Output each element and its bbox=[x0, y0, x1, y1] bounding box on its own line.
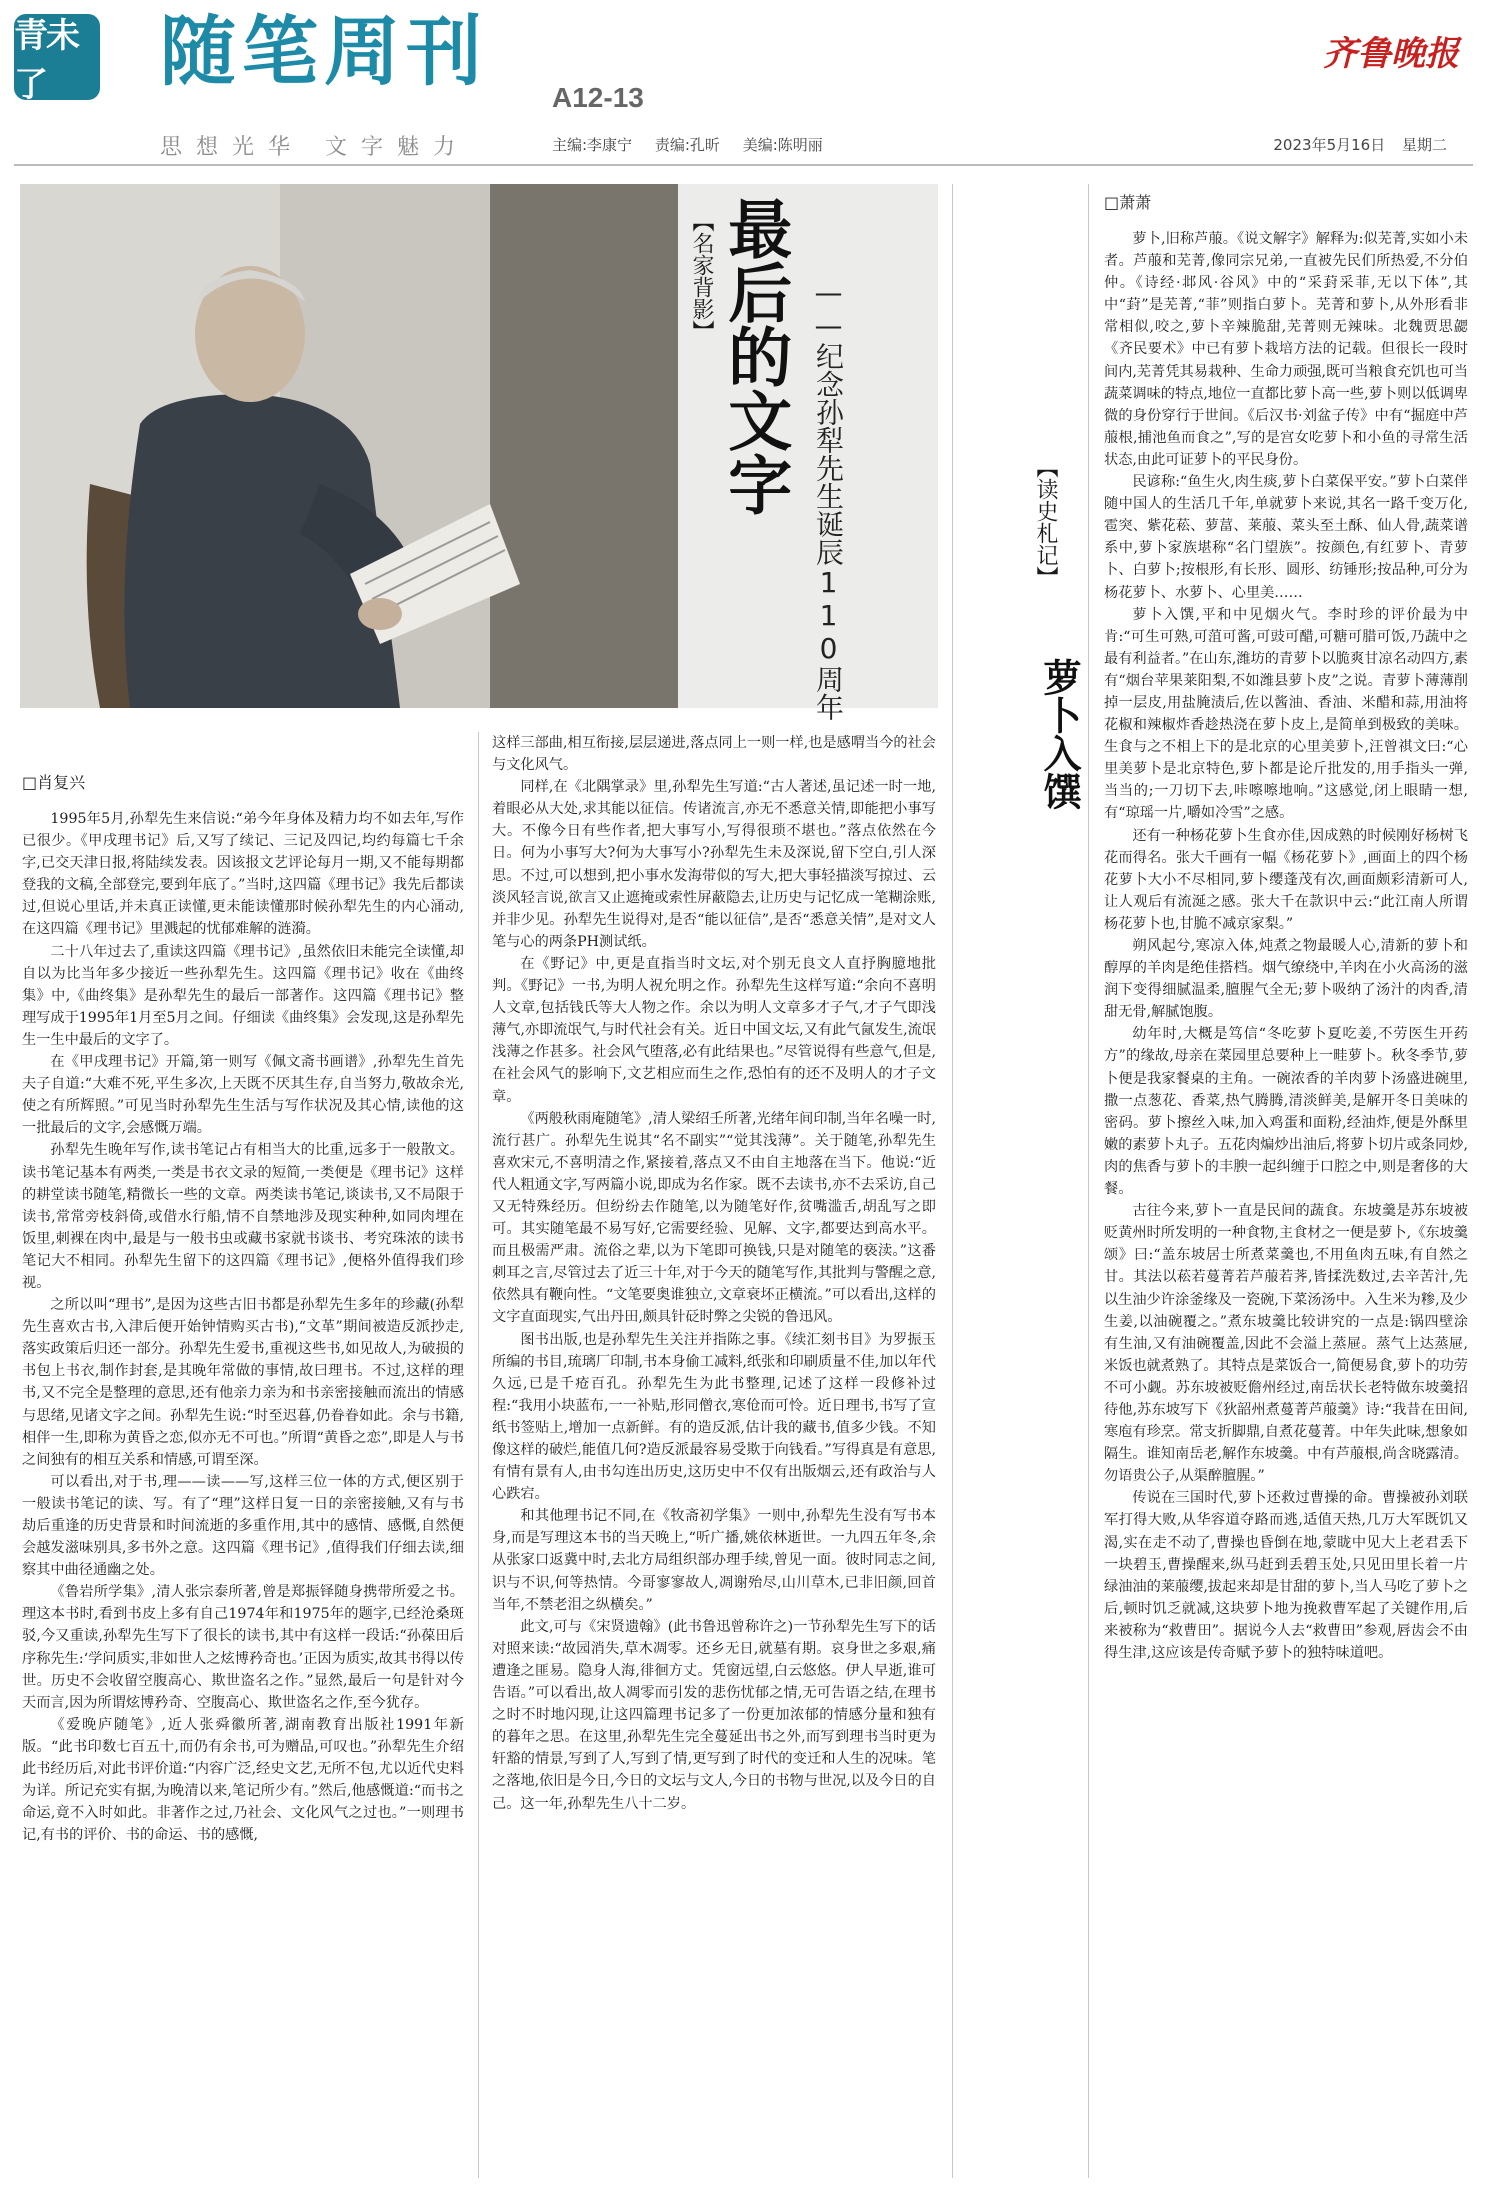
art-editor: 美编:陈明丽 bbox=[742, 136, 823, 154]
essay-column-tag: 【读史札记】 bbox=[1033, 456, 1058, 588]
paragraph: 萝卜入馔,平和中见烟火气。李时珍的评价最为中肯:“可生可熟,可菹可酱,可豉可醋,可糖可腊可饭,乃蔬中之最有利益者。”在山东,潍坊的青萝卜以脆爽甘凉名动四方,素有“烟台苹果莱阳梨,不如潍县萝卜皮”之说。青萝卜薄薄削掉一层皮,用盐腌渍后,佐以酱油、香油、米醋和蒜,用油将花椒和辣椒炸香趁热浇在萝卜皮上,是简单到极致的美味。生食与之不相上下的是北京的心里美萝卜,汪曾祺文曰:“心里美萝卜是北京特色,萝卜都是论斤批发的,用手指头一弹,当当的;一刀切下去,咔嚓嚓地响。”这感觉,闭上眼睛一想,有“琼瑶一片,嚼如冷雪”之感。 bbox=[1104, 606, 1468, 822]
editor-credits bbox=[552, 134, 841, 155]
paragraph: 还有一种杨花萝卜生食亦佳,因成熟的时候刚好杨树飞花而得名。张大千画有一幅《杨花萝卜》,画面上的四个杨花萝卜大小不尽相同,萝卜缨蓬茂有次,画面颇彩清新可人,让人观后有流涎之感。张大千在款识中云:“此江南人所谓杨花萝卜也,甘脆不减京家梨。” bbox=[1104, 827, 1468, 932]
paragraph: 古往今来,萝卜一直是民间的蔬食。东坡羹是苏东坡被贬黄州时所发明的一种食物,主食材之一便是萝卜,《东坡羹颂》曰:“盖东坡居士所煮菜羹也,不用鱼肉五味,有自然之甘。其法以菘若蔓菁若芦菔若荠,皆揉洗数过,去辛苦汁,先以生油少许涂釜缘及一瓷碗,下菜汤汤中。入生米为糁,及少生姜,以油碗覆之。”煮东坡羹比较讲究的一点是:锅四壁涂有生油,又有油碗覆盖,因此不会溢上蒸屉。蒸气上达蒸屉,米饭也就煮熟了。其特点是菜饭合一,简便易食,萝卜的功劳不可小觑。苏东坡被贬儋州经过,南岳状长老特做东坡羹招待他,苏东坡写下《狄韶州煮蔓菁芦菔羹》诗:“我昔在田间,寒庖有珍烹。常支折脚鼎,自煮花蔓菁。中年失此味,想象如隔生。谁知南岳老,解作东坡羹。中有芦菔根,尚含晓露清。勿语贵公子,从渠醉膻腥。” bbox=[1104, 1203, 1468, 1485]
portrait-photo bbox=[20, 184, 678, 708]
paragraph: 1995年5月,孙犁先生来信说:“弟今年身体及精力均不如去年,写作已很少。《甲戌理书记》后,又写了续记、三记及四记,均约每篇七千余字,已交天津日报,将陆续发表。因该报文艺评论每月一期,又不能每期都登我的文稿,全部登完,要到年底了。”当时,这四篇《理书记》我先后都读过,但说心里话,并未真正读懂,更未能读懂那时候孙犁先生的内心涌动,在这四篇《理书记》里溅起的忧郁难解的涟漪。 bbox=[22, 811, 464, 938]
section-divider bbox=[952, 184, 953, 2178]
byline: □肖复兴 bbox=[22, 773, 86, 792]
section-title: 随笔周刊 bbox=[160, 7, 488, 96]
paragraph: 可以看出,对于书,理——读——写,这样三位一体的方式,便区别于一般读书笔记的读、写。有了“理”这样日复一日的亲密接触,又有与书劫后重逢的历史背景和时间流逝的多重作用,其中的感情、感慨,自然便会越发滋味别具,多书外之意。这四篇《理书记》,值得我们仔细去读,细察其中曲径通幽之处。 bbox=[22, 1473, 464, 1579]
paragraph: 萝卜,旧称芦菔。《说文解字》解释为:似芜菁,实如小未者。芦菔和芜菁,像同宗兄弟,一直被先民们所热爱,不分伯仲。《诗经·邶风·谷风》中的“采葑采菲,无以下体”,其中“葑”是芜菁,“菲”则指白萝卜。芜菁和萝卜,从外形看非常相似,咬之,萝卜辛辣脆甜,芜菁则无辣味。北魏贾思勰《齐民要术》中已有萝卜栽培方法的记载。但很长一段时间内,芜菁凭其易栽种、生命力顽强,既可当粮食充饥也可当蔬菜调味的特点,地位一直都比萝卜高一些,萝卜则以低调卑微的身份穿行于世间。《后汉书·刘盆子传》中有“掘庭中芦菔根,捕池鱼而食之”,写的是宫女吃萝卜和小鱼的寻常生活状态,由此可证萝卜的平民身份。 bbox=[1104, 231, 1468, 468]
paragraph: 此文,可与《宋贤遗翰》(此书鲁迅曾称许之)一节孙犁先生写下的话对照来读:“故园消失,草木凋零。还乡无日,就墓有期。哀身世之多艰,痛遭逢之匪易。隐身人海,徘徊方丈。凭窗远望,白云悠悠。伊人早逝,谁可告语。”可以看出,故人凋零而引发的悲伤忧郁之情,无可告语之结,在理书之时不时地闪现,让这四篇理书记多了一份更加浓郁的情感分量和独有的暮年之思。在这里,孙犁先生完全蔓延出书之外,而写到理书当时更为轩豁的情景,写到了人,写到了情,更写到了时代的变迁和人生的况味。笔之落地,依旧是今日,今日的文坛与文人,今日的书物与世况,以及今日的自己。这一年,孙犁先生八十二岁。 bbox=[492, 1618, 936, 1812]
article-column-1 bbox=[22, 808, 464, 2178]
column-tag: 【名家背影】 bbox=[689, 210, 714, 342]
issue-date bbox=[1261, 134, 1447, 155]
paragraph: 在《野记》中,更是直指当时文坛,对个别无良文人直抒胸臆地批判。《野记》一书,为明人祝允明之作。孙犁先生这样写道:“余向不喜明人文章,包括钱氏等大人物之作。余以为明人文章多才子气,才子气即浅薄气,亦即流氓气,与时代社会有关。近日中国文坛,又有此气氤发生,流氓浅薄之作甚多。社会风气堕落,必有此结果也。”尽管说得有些意气,但是,在社会风气的影响下,文艺相应而生之作,恐怕有的还不及明人的才子文章。 bbox=[492, 955, 936, 1105]
essay-title: 萝卜入馔 bbox=[1037, 658, 1081, 810]
article-title: 最后的文字 bbox=[717, 196, 792, 516]
logo-text: 青未了 bbox=[14, 16, 78, 105]
paragraph: 二十八年过去了,重读这四篇《理书记》,虽然依旧未能完全读懂,却自以为比当年多少接近一些孙犁先生。这四篇《理书记》收在《曲终集》中,《曲终集》是孙犁先生的最后一部著作。这四篇《理书记》整理写成于1995年1月至5月之间。仔细读《曲终集》会发现,这是孙犁先生一生中最后的文字了。 bbox=[22, 943, 464, 1048]
paragraph: 《两般秋雨庵随笔》,清人梁绍壬所著,光绪年间印制,当年名噪一时,流行甚广。孙犁先生说其“名不副实”“觉其浅薄”。关于随笔,孙犁先生喜欢宋元,不喜明清之作,紧接着,落点又不由自主地落在当下。他说:“近代人粗通文字,写两篇小说,即成为名作家。既不去读书,亦不去采访,自己又无特殊经历。但纷纷去作随笔,以为随笔好作,贫嘴滥舌,胡乱写之即可。其实随笔最不易写好,它需要经验、见解、文字,都要达到高水平。而且极需严肃。流俗之辈,以为下笔即可换钱,只是对随笔的亵渎。”这番刺耳之言,尽管过去了近三十年,对于今天的随笔写作,其批判与警醒之意,依然具有鞭向性。“文笔要奥谁独立,文章衰坏正横流。”可以看出,这样的文字直面现实,气出丹田,颇具针砭时弊之尖锐的鲁迅风。 bbox=[492, 1110, 936, 1326]
article-subtitle: ——纪念孙犁先生诞辰110周年 bbox=[812, 276, 845, 721]
paragraph: 同样,在《北隅掌录》里,孙犁先生写道:“古人著述,虽记述一时一地,着眼必从大处,求其能以征信。传诸流言,亦无不悉意关情,即能把小事写大。不像今日有些作者,把大事写小,写得很琐不堪也。”落点依然在今日。何为小事写大?何为大事写小?孙犁先生未及深说,留下空白,引人深思。不过,可以想到,把小事水发海带似的写大,把大事轻描淡写掠过、云淡风轻言说,欲言又止遮掩或索性屏蔽隐去,让历史与记忆成一笔糊涂账,并非少见。孙犁先生说得对,是否“能以征信”,是否“悉意关情”,是对文人笔与心的两条PH测试纸。 bbox=[492, 779, 936, 950]
header-divider bbox=[14, 164, 1473, 166]
column-divider bbox=[478, 732, 479, 2178]
chief-editor: 主编:李康宁 bbox=[552, 136, 633, 154]
paragraph: 《爱晚庐随笔》,近人张舜徽所著,湖南教育出版社1991年新版。“此书印数七百五十,而仍有余书,可为赠品,可叹也。”孙犁先生介绍此书经历后,对此书评价道:“内容广泛,经史文艺,无所不包,尤以近代史料为详。所记充实有据,为晚清以来,笔记所少有。”然后,他感慨道:“而书之命运,竟不入时如此。非著作之过,乃社会、文化风气之过也。”一则理书记,有书的评价、书的命运、书的感慨, bbox=[22, 1716, 464, 1844]
column-divider bbox=[1088, 184, 1089, 2178]
responsible-editor: 责编:孔昕 bbox=[654, 136, 720, 154]
paragraph: 民谚称:“鱼生火,肉生痰,萝卜白菜保平安。”萝卜白菜伴随中国人的生活几千年,单就萝卜来说,其名一路千变万化,雹突、紫花菘、萝葍、莱菔、菜头至土酥、仙人骨,蔬菜谱系中,萝卜家族堪称“名门望族”。按颜色,有红萝卜、青萝卜、白萝卜;按根形,有长形、圆形、纺锤形;按品种,可分为杨花萝卜、水萝卜、心里美…… bbox=[1104, 474, 1468, 601]
paragraph: 之所以叫“理书”,是因为这些古旧书都是孙犁先生多年的珍藏(孙犁先生喜欢古书,入津后便开始钟情购买古书),“文革”期间被造反派抄走,落实政策后归还一部分。孙犁先生爱书,重视这些书,如见故人,为破损的书包上书衣,制作封套,是其晚年常做的事情,故曰理书。不过,这样的理书,又不完全是整理的意思,还有他亲力亲为和书亲密接触而流出的情感与思绪,见诸文字之间。孙犁先生说:“时至迟暮,仍眷眷如此。余与书籍,相伴一生,即称为黄昏之恋,似亦无不可也。”所谓“黄昏之恋”,即是人与书之间独有的相互关系和情感,可谓至深。 bbox=[22, 1297, 464, 1468]
paragraph: 传说在三国时代,萝卜还救过曹操的命。曹操被孙刘联军打得大败,从华容道夺路而逃,适值天热,几万大军既饥又渴,实在走不动了,曹操也昏倒在地,蒙眬中见大上老君丢下一块碧玉,曹操醒来,纵马赶到丢碧玉处,只见田里长着一片绿油油的莱菔缨,拔起来却是甘甜的萝卜,当人马吃了萝卜之后,顿时饥乏就减,这块萝卜地为挽救曹军起了关键作用,后来被称为“救曹田”。据说今人去“救曹田”参观,唇齿会不由得生津,这应该是传奇赋予萝卜的独特味道吧。 bbox=[1104, 1490, 1468, 1661]
newspaper-logo: 齐鲁晚报 bbox=[1323, 34, 1459, 74]
page-number: A12-13 bbox=[552, 82, 644, 113]
article-column-2 bbox=[492, 732, 936, 2178]
weekday-text: 星期二 bbox=[1401, 136, 1447, 154]
section-slogan: 思想光华 文字魅力 bbox=[160, 135, 469, 160]
paragraph: 和其他理书记不同,在《牧斋初学集》一则中,孙犁先生没有写书本身,而是写理这本书的当天晚上,“听广播,姚依林逝世。一九四五年冬,余从张家口返冀中时,去北方局组织部办理手续,曾见一面。彼时同志之间,识与不识,何等热情。今哥寥寥故人,凋谢殆尽,山川草木,已非旧颜,回首当年,不禁老泪之纵横矣。” bbox=[492, 1508, 936, 1613]
paragraph: 幼年时,大概是笃信“冬吃萝卜夏吃姜,不劳医生开药方”的缘故,母亲在菜园里总要种上一畦萝卜。秋冬季节,萝卜便是我家餐桌的主角。一碗浓香的羊肉萝卜汤盛进碗里,撒一点葱花、香菜,热气腾腾,清淡鲜美,是解开冬日美味的密码。萝卜擦丝入味,加入鸡蛋和面粉,经油炸,便是外酥里嫩的素萝卜丸子。五花肉煸炒出油后,将萝卜切片或条同炒,肉的焦香与萝卜的丰腴一起纠缠于口腔之中,则是奢侈的大餐。 bbox=[1104, 1026, 1468, 1198]
paragraph: 孙犁先生晚年写作,读书笔记占有相当大的比重,远多于一般散文。读书笔记基本有两类,一类是书衣文录的短简,一类便是《理书记》这样的耕堂读书随笔,精微长一些的文章。两类读书笔记,谈读书,又不局限于读书,常常旁枝斜倚,或借水行船,情不自禁地涉及现实种种,如同肉埋在饭里,刺裸在肉中,最是与一般书虫或藏书家就书谈书、考究珠浓的读书笔记大不相同。孙犁先生留下的这四篇《理书记》,便格外值得我们珍视。 bbox=[22, 1142, 464, 1291]
paragraph: 在《甲戌理书记》开篇,第一则写《佩文斋书画谱》,孙犁先生首先夫子自道:“大难不死,平生多次,上天既不厌其生存,自当努力,敬故余光,使之有所辉照。”可见当时孙犁先生生活与写作状况及其心情,读他的这一批最后的文字,会感慨万端。 bbox=[22, 1054, 464, 1137]
paragraph: 图书出版,也是孙犁先生关注并指陈之事。《续汇刻书目》为罗振玉所编的书目,琉璃厂印制,书本身偷工减料,纸张和印刷质量不佳,加以年代久远,已是千疮百孔。孙犁先生为此书整理,记述了这样一段修补过程:“我用小块蓝布,一一补贴,形同僧衣,寒伧而可怜。近日理书,书写了宣纸书签贴上,增加一点新鲜。有的造反派,估计我的藏书,值多少钱。不知像这样的破烂,能值几何?造反派最容易受欺于向钱看。”写得真是有意思,有情有景有人,由书勾连出历史,这历史中不仅有出版烟云,还有政治与人心跌宕。 bbox=[492, 1331, 936, 1503]
essay-byline: □萧萧 bbox=[1104, 193, 1152, 212]
date-text: 2023年5月16日 bbox=[1273, 136, 1386, 154]
paragraph: 这样三部曲,相互衔接,层层递进,落点同上一则一样,也是感喟当今的社会与文化风气。 bbox=[492, 735, 936, 774]
essay-column bbox=[1104, 228, 1468, 2178]
paragraph: 朔风起兮,寒凉入体,炖煮之物最暖人心,清新的萝卜和醇厚的羊肉是绝佳搭档。烟气缭绕中,羊肉在小火高汤的滋润下变得细腻温柔,膻腥气全无;萝卜吸纳了汤汁的肉香,清甜无骨,解腻饱腹。 bbox=[1104, 938, 1468, 1021]
paragraph: 《鲁岩所学集》,清人张宗泰所著,曾是郑振铎随身携带所爱之书。理这本书时,看到书皮上多有自己1974年和1975年的题字,已经沧桑斑驳,今又重读,孙犁先生写下了很长的读书,其中有这样一段话:“孙葆田后序称先生:‘学问质实,非如世人之炫博矜奇也。’正因为质实,故其书得以传世。历史不会收留空腹高心、欺世盗名之作。”显然,最后一句是针对今天而言,因为所谓炫博矜奇、空腹高心、欺世盗名之作,至今犹存。 bbox=[22, 1584, 464, 1711]
section-logo bbox=[14, 14, 100, 105]
